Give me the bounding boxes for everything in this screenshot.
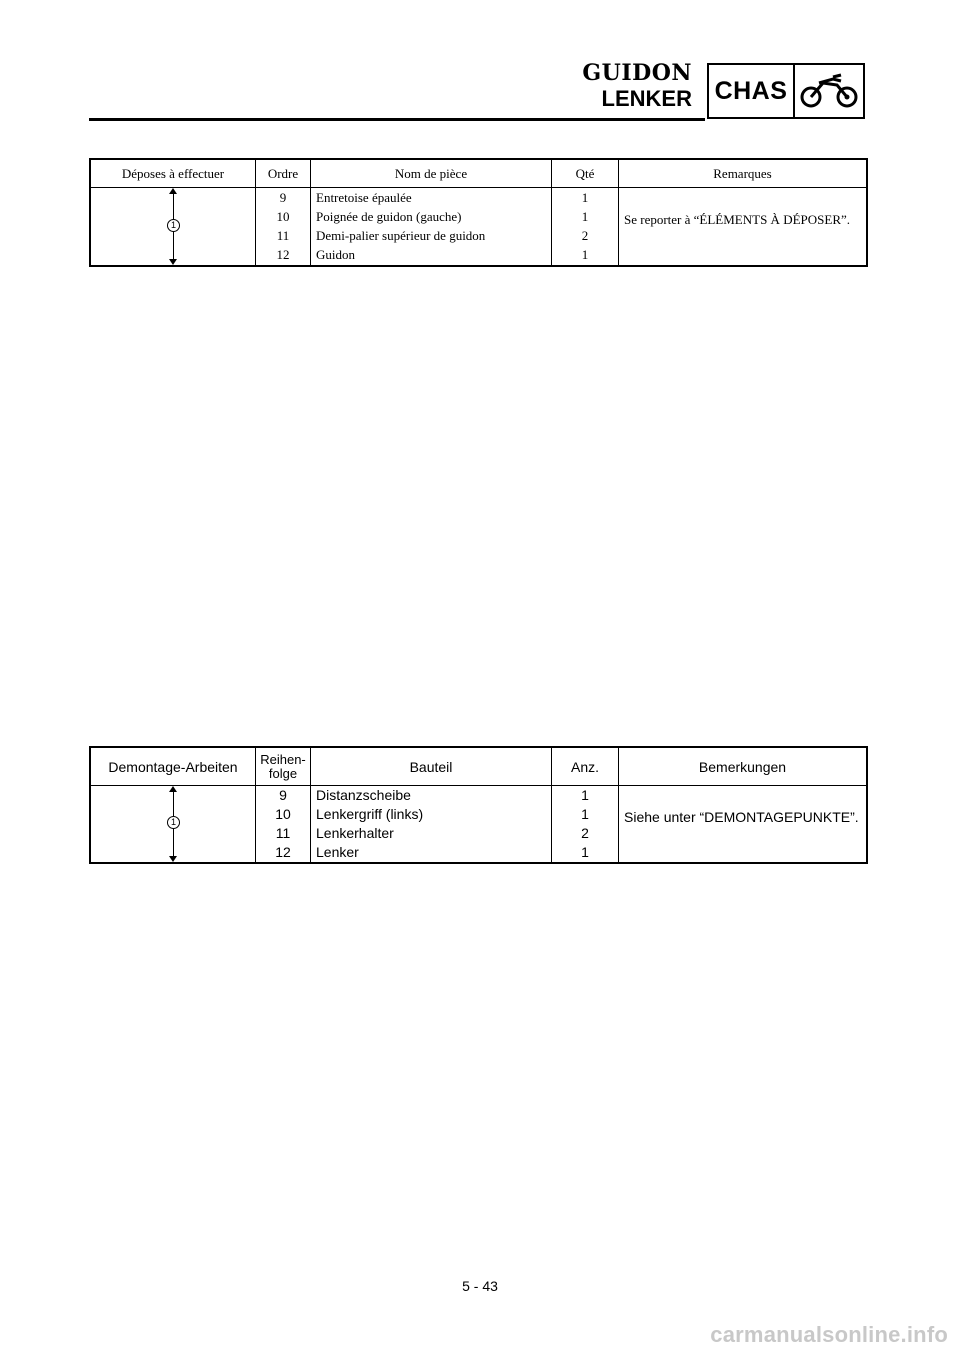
col-header-order-line1: Reihen- (260, 751, 306, 767)
step-marker: 1 (167, 816, 180, 829)
section-label: CHAS (709, 65, 795, 117)
part-name: Lenkerhalter (316, 825, 394, 841)
col-header-order (256, 747, 311, 786)
col-header-steps: Déposes à effectuer (90, 159, 256, 188)
qty-value: 1 (581, 806, 589, 822)
part-name: Distanzscheibe (316, 787, 411, 803)
col-header-steps: Demontage-Arbeiten (90, 747, 256, 786)
order-value: 10 (275, 806, 291, 822)
remarks-text: Siehe unter “DEMONTAGEPUNKTE”. (619, 786, 868, 864)
order-value: 9 (279, 787, 287, 803)
col-header-part: Bauteil (311, 747, 552, 786)
col-header-qty: Anz. (552, 747, 619, 786)
qty-column (552, 188, 619, 267)
col-header-order: Ordre (256, 159, 311, 188)
part-column (311, 786, 552, 864)
qty-value: 2 (581, 825, 589, 841)
qty-value: 1 (581, 844, 589, 860)
title-german: LENKER (601, 86, 692, 111)
col-header-order-line2: folge (268, 765, 298, 781)
order-value: 12 (275, 844, 291, 860)
motorcycle-icon (795, 65, 863, 117)
page-number: 5 - 43 (462, 1278, 498, 1294)
order-value: 11 (275, 825, 291, 841)
sequence-indicator (90, 188, 256, 267)
arrow-down-icon (169, 856, 177, 862)
qty-value: 1 (581, 190, 589, 205)
part-name: Poignée de guidon (gauche) (316, 209, 462, 224)
part-name: Entretoise épaulée (316, 190, 412, 205)
qty-value: 1 (581, 787, 589, 803)
order-column (256, 786, 311, 864)
title-french: GUIDON (582, 60, 692, 86)
page-title (582, 62, 692, 110)
part-name: Demi-palier supérieur de guidon (316, 228, 486, 243)
qty-column (552, 786, 619, 864)
part-name: Lenker (316, 844, 359, 860)
order-value: 12 (276, 247, 290, 262)
order-value: 9 (279, 190, 287, 205)
order-value: 10 (276, 209, 290, 224)
part-name: Lenkergriff (links) (316, 806, 424, 822)
header-rule (89, 118, 705, 121)
qty-value: 2 (581, 228, 589, 243)
part-column (311, 188, 552, 267)
col-header-remarks: Remarques (619, 159, 868, 188)
arrow-down-icon (169, 259, 177, 265)
sequence-indicator (90, 786, 256, 864)
order-column (256, 188, 311, 267)
col-header-remarks: Bemerkungen (619, 747, 868, 786)
qty-value: 1 (581, 209, 589, 224)
removal-table-french (89, 158, 868, 267)
col-header-qty: Qté (552, 159, 619, 188)
col-header-part: Nom de pièce (311, 159, 552, 188)
part-name: Guidon (316, 247, 355, 262)
order-value: 11 (276, 228, 290, 243)
removal-table-german (89, 746, 868, 864)
step-marker: 1 (167, 219, 180, 232)
section-badge (707, 63, 865, 119)
remarks-text: Se reporter à “ÉLÉMENTS À DÉPOSER”. (619, 188, 868, 267)
watermark: carmanualsonline.info (710, 1322, 948, 1347)
qty-value: 1 (581, 247, 589, 262)
